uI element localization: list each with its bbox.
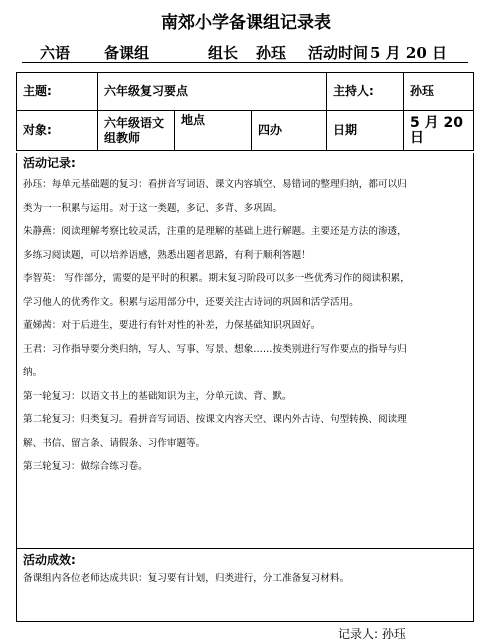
header-line xyxy=(22,40,468,63)
record-line: 李智英： 写作部分，需要的是平时的积累。期末复习阶段可以多一些优秀习作的阅读积累， xyxy=(23,273,410,284)
record-title: 活动记录: xyxy=(23,156,76,170)
record-line: 学习他人的优秀作文。积累与运用部分中，还要关注古诗词的巩固和活学活用。 xyxy=(23,296,359,308)
page-title: 南郊小学备课组记录表 xyxy=(161,13,331,33)
record-line: 王君：习作指导要分类归纳，写人、写事、写景、想象……按类别进行写作要点的指导与归 xyxy=(23,343,407,355)
record-line: 纳。 xyxy=(23,367,43,378)
topic-value: 六年级复习要点 xyxy=(98,73,327,111)
result-text: 备课组内各位老师达成共识：复习要有计划，归类进行，分工准备复习材料。 xyxy=(23,573,350,584)
leader-label: 组长 xyxy=(208,44,239,62)
place-value: 四办 xyxy=(252,111,327,151)
date-value: 5 月 20 日 xyxy=(404,111,474,151)
header-date: 5 月 20 日 xyxy=(370,44,447,62)
topic-label: 主题: xyxy=(17,73,98,111)
activity-record-box xyxy=(16,153,474,549)
meta-table xyxy=(16,72,474,151)
recorder xyxy=(338,625,406,642)
activity-result-box xyxy=(16,548,474,622)
group-label: 备课组 xyxy=(104,44,150,62)
target-label: 对象: xyxy=(17,111,98,151)
leader-name: 孙珏 xyxy=(256,44,287,62)
record-line: 第三轮复习：做综合练习卷。 xyxy=(23,461,148,472)
recorder-name: 孙珏 xyxy=(381,627,406,641)
recorder-label: 记录人: xyxy=(338,627,379,641)
place-label: 地点 xyxy=(175,111,252,151)
record-line: 孙珏：每单元基础题的复习：看拼音写词语、课文内容填空、易错词的整理归纳，都可以归 xyxy=(23,179,407,190)
record-line: 董娣茜：对于后进生，要进行有针对性的补差，力保基础知识巩固好。 xyxy=(23,320,321,331)
record-body xyxy=(23,173,467,479)
target-value: 六年级语文组教师 xyxy=(98,111,175,151)
record-line: 朱静燕：阅读理解考察比较灵活，注重的是理解的基础上进行解题。主要还是方法的渗透， xyxy=(23,226,407,237)
time-label: 活动时间 xyxy=(308,44,369,62)
subject-value: 六语 xyxy=(40,44,71,62)
record-line: 第二轮复习：归类复习。看拼音写词语、按课文内容天空、课内外古诗、句型转换、阅读理 xyxy=(23,414,407,425)
record-line: 第一轮复习：以语文书上的基础知识为主，分单元读、背、默。 xyxy=(23,390,292,402)
result-title: 活动成效: xyxy=(23,553,76,567)
record-line: 多练习阅读题，可以培养语感，熟悉出题者思路，有利于顺利答题！ xyxy=(23,249,311,261)
date-label: 日期 xyxy=(327,111,404,151)
record-line: 解、书信、留言条、请假条、习作审题等。 xyxy=(23,437,206,449)
host-value: 孙珏 xyxy=(404,73,474,111)
host-label: 主持人: xyxy=(327,73,404,111)
record-line: 类为一一积累与运用。对于这一类题，多记、多背、多巩固。 xyxy=(23,202,283,214)
